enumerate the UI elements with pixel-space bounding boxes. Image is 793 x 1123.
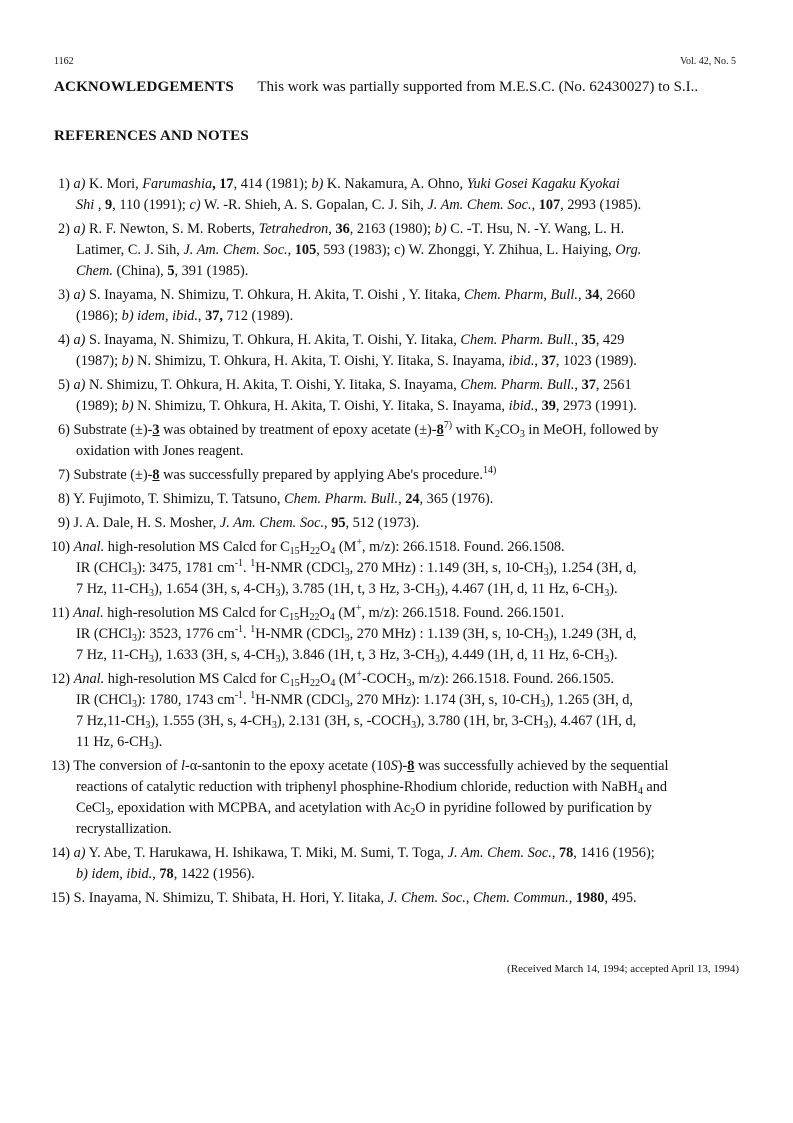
reference-number: 11)	[51, 605, 70, 621]
reference-line	[58, 375, 758, 396]
reference-line	[58, 558, 758, 579]
reference-line	[51, 843, 758, 864]
acknowledgements-text: This work was partially supported from M.E.S.C. (No. 62430027) to S.I..	[257, 79, 699, 95]
reference-item	[58, 285, 758, 327]
reference-line	[58, 195, 758, 216]
reference-line	[58, 645, 758, 666]
reference-text: b) idem, ibid., 78, 1422 (1956).	[76, 866, 255, 882]
reference-text: The conversion of l-α-santonin to the epoxy acetate (10S)-8 was successfully achieved by the sequential	[73, 758, 669, 774]
reference-item	[51, 537, 758, 600]
reference-text: S. Inayama, N. Shimizu, T. Shibata, H. Hori, Y. Iitaka, J. Chem. Soc., Chem. Commun., 1980, 495.	[73, 890, 637, 906]
reference-number: 14)	[51, 845, 71, 861]
reference-text: IR (CHCl$_3$): 1780, 1743 $cm^{-1}$. $^1$H-NMR (CDCl$_3$, 270 MHz): 1.174 (3H, s, $10-CH_3$), 1.265 (3H, d,	[76, 690, 633, 710]
reference-text: 7 Hz, $11-CH_3$), 1.633 (3H, s, $4-CH_3$), 3.846 (1H, t, 3 Hz, $3-CH_3$), 4.449 (1H, d, 11 Hz, $6-CH_3$).	[76, 647, 618, 665]
reference-line	[58, 219, 758, 240]
reference-line	[58, 690, 758, 711]
reference-text: (1989); b) N. Shimizu, T. Ohkura, H. Akita, T. Oishi, Y. Iitaka, S. Inayama, ibid., 39, 2973 (1991).	[76, 398, 637, 414]
reference-number: 12)	[51, 671, 71, 687]
reference-item	[58, 330, 758, 372]
reference-text: J. A. Dale, H. S. Mosher, J. Am. Chem. Soc., 95, 512 (1973).	[73, 515, 420, 531]
reference-text: a) R. F. Newton, S. M. Roberts, Tetrahedron, 36, 2163 (1980); b) C. -T. Hsu, N. -Y. Wang, L. H.	[73, 221, 625, 237]
reference-text: a) N. Shimizu, T. Ohkura, H. Akita, T. Oishi, Y. Iitaka, S. Inayama, Chem. Pharm. Bull., 37, 2561	[73, 377, 632, 393]
reference-line	[58, 351, 758, 372]
reference-line	[58, 441, 758, 462]
reference-text: Y. Fujimoto, T. Shimizu, T. Tatsuno, Chem. Pharm. Bull., 24, 365 (1976).	[72, 491, 494, 507]
reference-line	[58, 465, 758, 486]
reference-line	[58, 513, 758, 534]
reference-line	[58, 777, 758, 798]
reference-number: 1)	[58, 176, 70, 192]
reference-text: IR (CHCl$_3$): 3523, 1776 $cm^{-1}$. $^1$H-NMR (CDCl$_3$, 270 MHz) : 1.139 (3H, s, $10-CH_3$), 1.249 (3H, d,	[76, 624, 637, 644]
reference-line	[51, 669, 758, 690]
reference-line	[58, 240, 758, 261]
reference-line	[58, 579, 758, 600]
reference-item	[51, 888, 758, 909]
reference-item	[58, 465, 758, 486]
reference-item	[58, 489, 758, 510]
reference-item	[51, 843, 758, 885]
volume-issue: Vol. 42, No. 5	[680, 56, 736, 67]
reference-item	[58, 420, 758, 462]
reference-item	[58, 219, 758, 282]
reference-text: oxidation with Jones reagent.	[76, 443, 244, 459]
reference-text: Substrate (±)-3 was obtained by treatment of epoxy acetate $(\pm)-8^{7)}$ with $K_2CO_3$ in MeOH, followed by	[73, 420, 659, 440]
reference-line	[58, 624, 758, 645]
reference-line	[51, 537, 758, 558]
reference-text: (1986); b) idem, ibid., 37, 712 (1989).	[76, 308, 294, 324]
references-list	[51, 174, 758, 912]
reference-number: 9)	[58, 515, 70, 531]
reference-text: reactions of catalytic reduction with triphenyl phosphine-Rhodium chloride, reduction with NaBH$_4$ and	[76, 779, 668, 797]
reference-line	[58, 420, 758, 441]
reference-number: 10)	[51, 539, 71, 555]
reference-line	[58, 798, 758, 819]
reference-item	[51, 669, 758, 753]
reference-number: 8)	[58, 491, 70, 507]
reference-text: Chem. (China), 5, 391 (1985).	[76, 263, 249, 279]
reference-line	[58, 732, 758, 753]
reference-text: 7 Hz, $11-CH_3$), 1.654 (3H, s, $4-CH_3$), 3.785 (1H, t, 3 Hz, $3-CH_3$), 4.467 (1H, d, 11 Hz, $6-CH_3$).	[76, 581, 618, 599]
reference-text: Latimer, C. J. Sih, J. Am. Chem. Soc., 105, 593 (1983); c) W. Zhonggi, Y. Zhihua, L. Haiying, Org.	[76, 242, 642, 258]
reference-line	[51, 756, 758, 777]
reference-text: CeCl$_3$, epoxidation with MCPBA, and acetylation with $Ac_2O$ in pyridine followed by purification by	[76, 800, 652, 818]
reference-item	[58, 513, 758, 534]
acknowledgements-section	[54, 79, 753, 96]
received-date: (Received March 14, 1994; accepted April 13, 1994)	[507, 963, 739, 975]
reference-line	[58, 330, 758, 351]
reference-text: (1987); b) N. Shimizu, T. Ohkura, H. Akita, T. Oishi, Y. Iitaka, S. Inayama, ibid., 37, 1023 (1989).	[76, 353, 637, 369]
reference-item	[58, 174, 758, 216]
reference-text: 11 Hz, $6-CH_3$).	[76, 734, 163, 752]
reference-number: 7)	[58, 467, 70, 483]
reference-number: 4)	[58, 332, 70, 348]
reference-text: Anal. high-resolution MS Calcd for $C_{15}H_{22}O_4$ (M+, m/z): 266.1518. Found. 266.1508.	[73, 537, 565, 557]
references-heading: REFERENCES AND NOTES	[54, 128, 249, 144]
reference-line	[58, 306, 758, 327]
reference-number: 3)	[58, 287, 70, 303]
reference-line	[58, 285, 758, 306]
reference-text: a) K. Mori, Farumashia, 17, 414 (1981); b) K. Nakamura, A. Ohno, Yuki Gosei Kagaku Kyokai	[73, 176, 620, 192]
reference-line	[58, 396, 758, 417]
reference-line	[58, 819, 758, 840]
reference-text: a) S. Inayama, N. Shimizu, T. Ohkura, H. Akita, T. Oishi , Y. Iitaka, Chem. Pharm, Bull., 34, 2660	[73, 287, 636, 303]
reference-item	[58, 375, 758, 417]
reference-line	[58, 489, 758, 510]
reference-number: 15)	[51, 890, 71, 906]
reference-text: Anal. high-resolution MS Calcd for $C_{15}H_{22}O_4$ ($M^+-COCH_3$, m/z): 266.1518. Found. 266.1505.	[73, 669, 615, 689]
reference-text: Shi , 9, 110 (1991); c) W. -R. Shieh, A. S. Gopalan, C. J. Sih, J. Am. Chem. Soc., 107, 2993 (1985).	[76, 197, 642, 213]
reference-line	[51, 888, 758, 909]
reference-line	[51, 603, 758, 624]
reference-item	[51, 756, 758, 840]
reference-line	[58, 864, 758, 885]
reference-number: 2)	[58, 221, 70, 237]
reference-number: 13)	[51, 758, 71, 774]
reference-text: IR (CHCl$_3$): 3475, 1781 $cm^{-1}$. $^1$H-NMR (CDCl$_3$, 270 MHz) : 1.149 (3H, s, $10-CH_3$), 1.254 (3H, d,	[76, 558, 637, 578]
reference-text: recrystallization.	[76, 821, 172, 837]
reference-line	[58, 711, 758, 732]
reference-line	[58, 174, 758, 195]
reference-item	[51, 603, 758, 666]
reference-number: 5)	[58, 377, 70, 393]
reference-text: a) S. Inayama, N. Shimizu, T. Ohkura, H. Akita, T. Oishi, Y. Iitaka, Chem. Pharm. Bull., 35, 429	[73, 332, 625, 348]
acknowledgements-title: ACKNOWLEDGEMENTS	[54, 79, 234, 95]
reference-number: 6)	[58, 422, 70, 438]
reference-line	[58, 261, 758, 282]
reference-text: Substrate (±)-8 was successfully prepared by applying Abe's procedure.$^{14)}$	[73, 465, 497, 483]
page-number: 1162	[54, 56, 74, 67]
reference-text: 7 $Hz,11-CH_3$), 1.555 (3H, s, $4-CH_3$), 2.131 (3H, s, $-COCH_3$), 3.780 (1H, br, $3-CH_3$), 4.467 (1H, d,	[76, 713, 637, 731]
reference-text: Anal. high-resolution MS Calcd for $C_{15}H_{22}O_4$ (M+, m/z): 266.1518. Found. 266.1501.	[73, 603, 565, 623]
reference-text: a) Y. Abe, T. Harukawa, H. Ishikawa, T. Miki, M. Sumi, T. Toga, J. Am. Chem. Soc., 78, 1416 (1956);	[73, 845, 655, 861]
